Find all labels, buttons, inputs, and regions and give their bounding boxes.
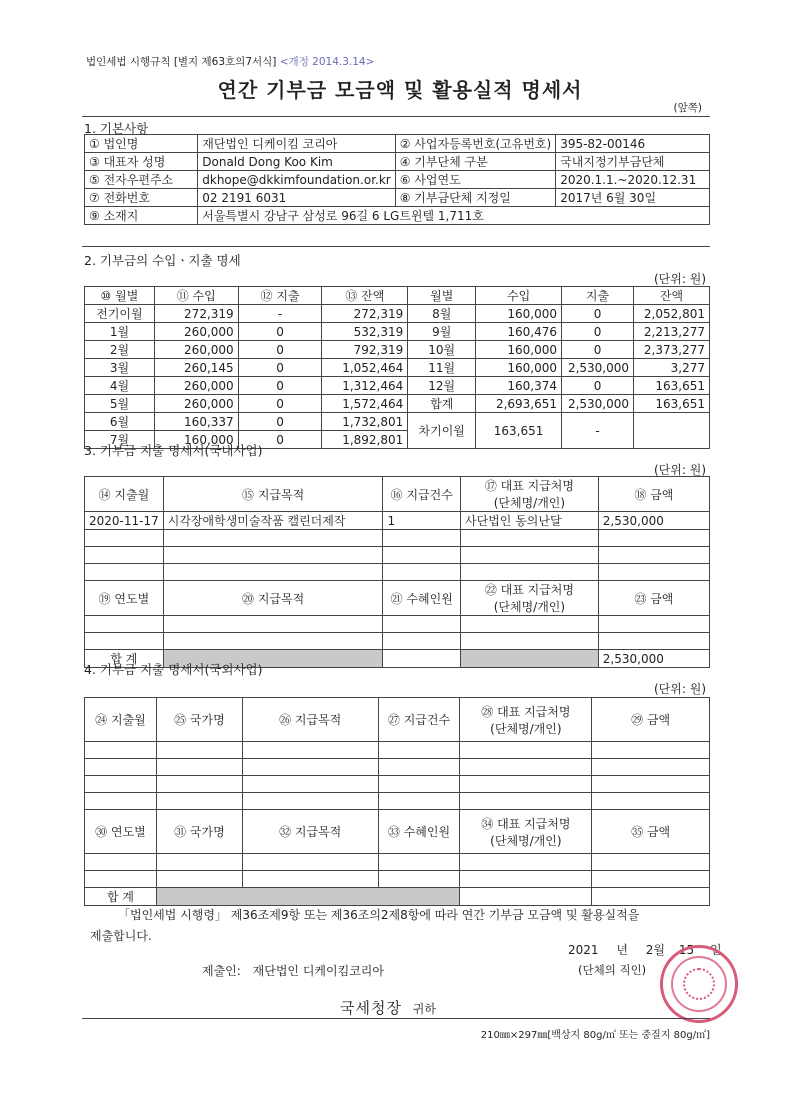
recipient-label: ㉞ 대표 지급처명 — [481, 816, 571, 831]
column-header: ⑩ 월별 — [85, 287, 155, 305]
column-header: 잔액 — [634, 287, 710, 305]
col-expense-month: ㉔ 지출월 — [85, 698, 157, 742]
cell: 1,052,464 — [322, 359, 408, 377]
cell: 합계 — [408, 395, 476, 413]
column-header: ⑫ 지출 — [238, 287, 322, 305]
column-header: 월별 — [408, 287, 476, 305]
cell: 272,319 — [154, 305, 238, 323]
cell: 0 — [562, 323, 634, 341]
table-row — [85, 323, 710, 341]
carry-cell: 163,651 — [476, 413, 562, 449]
expense-recipient: 사단법인 동의난달 — [461, 512, 599, 530]
cell: 8월 — [408, 305, 476, 323]
recipient-block — [340, 997, 436, 1018]
cell: 3월 — [85, 359, 155, 377]
col-purpose: ㉜ 지급목적 — [242, 810, 378, 854]
cell: 272,319 — [322, 305, 408, 323]
col-beneficiaries: ㉝ 수혜인원 — [378, 810, 460, 854]
carry-cell: 차기이월 — [408, 413, 476, 449]
cell: 2,530,000 — [562, 359, 634, 377]
seal-note: (단체의 직인) — [578, 963, 647, 977]
cell: - — [238, 305, 322, 323]
honorific: 귀하 — [412, 1002, 436, 1016]
date-year-unit: 년 — [616, 943, 628, 957]
cell: 0 — [238, 359, 322, 377]
col-count: ⑯ 지급건수 — [383, 477, 461, 512]
field-value: 재단법인 디케이킴 코리아 — [198, 135, 395, 153]
recipient-sublabel: (단체명/개인) — [490, 833, 562, 848]
date-day-unit: 일 — [709, 943, 722, 957]
basic-info-row — [85, 135, 710, 153]
total-label: 합 계 — [85, 650, 164, 668]
cell: 12월 — [408, 377, 476, 395]
col-purpose: ⑳ 지급목적 — [163, 581, 383, 616]
cell: 1월 — [85, 323, 155, 341]
field-label: ④ 기부단체 구분 — [395, 153, 555, 171]
expense-amount: 2,530,000 — [598, 512, 709, 530]
cell: 4월 — [85, 377, 155, 395]
section2-title: 2. 기부금의 수입ㆍ지출 명세 — [84, 253, 241, 268]
cell: 0 — [238, 323, 322, 341]
total-amount: 2,530,000 — [598, 650, 709, 668]
domestic-expense-table — [84, 476, 710, 668]
cell: 163,651 — [634, 395, 710, 413]
col-recipient — [460, 698, 592, 742]
col-purpose: ⑮ 지급목적 — [163, 477, 383, 512]
divider — [82, 1018, 710, 1019]
organization-seal-stamp — [660, 945, 738, 1023]
basic-info-row — [85, 153, 710, 171]
col-beneficiaries: ㉑ 수혜인원 — [383, 581, 461, 616]
col-amount: ㉟ 금액 — [592, 810, 710, 854]
recipient-label: ㉘ 대표 지급처명 — [481, 704, 571, 719]
cell: 0 — [238, 413, 322, 431]
cell: 0 — [562, 341, 634, 359]
cell: 5월 — [85, 395, 155, 413]
cell: 260,000 — [154, 377, 238, 395]
section3-unit: (단위: 원) — [654, 463, 706, 477]
cell: 7월 — [85, 431, 155, 449]
field-label: ⑥ 사업연도 — [395, 171, 555, 189]
table-row — [85, 395, 710, 413]
date-month: 2월 — [645, 943, 666, 957]
col-country: ㉕ 국가명 — [156, 698, 242, 742]
field-value: 2017년 6월 30일 — [556, 189, 710, 207]
cell: 0 — [238, 395, 322, 413]
table-header-row — [85, 287, 710, 305]
section4-title: 4. 기부금 지출 명세서(국외사업) — [84, 662, 263, 677]
field-value: 2020.1.1.~2020.12.31 — [556, 171, 710, 189]
cell: 2,693,651 — [476, 395, 562, 413]
cell: 160,337 — [154, 413, 238, 431]
field-label: ⑤ 전자우편주소 — [85, 171, 198, 189]
table-row — [85, 305, 710, 323]
divider — [82, 246, 710, 247]
statement — [90, 906, 718, 944]
address-label: ⑨ 소재지 — [85, 207, 198, 225]
field-value: 395-82-00146 — [556, 135, 710, 153]
expense-month: 2020-11-17 — [85, 512, 164, 530]
field-value: dkhope@dkkimfoundation.or.kr — [198, 171, 395, 189]
rule-reference: 법인세법 시행규칙 [별지 제63호의7서식] — [86, 56, 277, 68]
cell: 전기이월 — [85, 305, 155, 323]
column-header: 수입 — [476, 287, 562, 305]
cell: 0 — [238, 431, 322, 449]
basic-info-row — [85, 189, 710, 207]
cell: 260,000 — [154, 323, 238, 341]
column-header: ⑬ 잔액 — [322, 287, 408, 305]
submitter-name: 재단법인 디케이킴코리아 — [252, 964, 384, 978]
cell: 792,319 — [322, 341, 408, 359]
recipient-sublabel: (단체명/개인) — [493, 600, 566, 614]
cell: 1,572,464 — [322, 395, 408, 413]
cell: 1,312,464 — [322, 377, 408, 395]
front-page-label: (앞쪽) — [673, 102, 702, 114]
cell: 2월 — [85, 341, 155, 359]
field-label: ⑦ 전화번호 — [85, 189, 198, 207]
table-row — [85, 377, 710, 395]
revision-date: <개정 2014.3.14> — [279, 56, 375, 68]
table-row — [85, 341, 710, 359]
overseas-expense-table — [84, 697, 710, 906]
cell: 260,145 — [154, 359, 238, 377]
column-header: ⑪ 수입 — [154, 287, 238, 305]
cell: 160,476 — [476, 323, 562, 341]
date-year: 2021 — [568, 943, 599, 957]
expense-count: 1 — [383, 512, 461, 530]
cell: 260,000 — [154, 395, 238, 413]
cell: 260,000 — [154, 341, 238, 359]
recipient-label: ⑰ 대표 지급처명 — [484, 479, 574, 493]
address-value: 서울특별시 강남구 삼성로 96길 6 LG트윈텔 1,711호 — [198, 207, 710, 225]
statement-line1: 「법인세법 시행령」 제36조제9항 또는 제36조의2제8항에 따라 연간 기부금 모금액 및 활용실적을 — [118, 908, 640, 922]
recipient-label: ㉒ 대표 지급처명 — [484, 583, 574, 597]
cell: 1,732,801 — [322, 413, 408, 431]
recipient-office: 국세청장 — [340, 999, 402, 1017]
statement-line2: 제출합니다. — [90, 929, 152, 943]
cell: 160,000 — [154, 431, 238, 449]
table-row — [85, 413, 710, 431]
section1-title: 1. 기본사항 — [84, 121, 149, 136]
section3-title: 3. 기부금 지출 명세서(국내사업) — [84, 443, 263, 458]
basic-info-table — [84, 134, 710, 225]
section2-unit: (단위: 원) — [654, 272, 706, 286]
total-label: 합 계 — [85, 888, 157, 906]
col-amount: ⑱ 금액 — [598, 477, 709, 512]
recipient-sublabel: (단체명/개인) — [490, 721, 562, 736]
submitter — [202, 962, 384, 979]
field-label: ① 법인명 — [85, 135, 198, 153]
col-recipient — [461, 581, 599, 616]
cell: 0 — [562, 305, 634, 323]
col-expense-month: ⑭ 지출월 — [85, 477, 164, 512]
field-label: ③ 대표자 성명 — [85, 153, 198, 171]
cell: 163,651 — [634, 377, 710, 395]
col-amount: ㉓ 금액 — [598, 581, 709, 616]
field-label: ② 사업자등록번호(고유번호) — [395, 135, 555, 153]
field-value: Donald Dong Koo Kim — [198, 153, 395, 171]
cell: 160,000 — [476, 341, 562, 359]
paper-spec: 210㎜×297㎜[백상지 80g/㎡ 또는 중질지 80g/㎡] — [480, 1030, 710, 1041]
col-country: ㉛ 국가명 — [156, 810, 242, 854]
cell: 0 — [562, 377, 634, 395]
cell: 1,892,801 — [322, 431, 408, 449]
submitter-label: 제출인: — [202, 964, 241, 978]
field-value: 02 2191 6031 — [198, 189, 395, 207]
recipient-sublabel: (단체명/개인) — [493, 496, 566, 510]
col-year: ㉚ 연도별 — [85, 810, 157, 854]
cell: 2,052,801 — [634, 305, 710, 323]
col-count: ㉗ 지급건수 — [378, 698, 460, 742]
cell: 9월 — [408, 323, 476, 341]
cell: 160,374 — [476, 377, 562, 395]
cell: 2,213,277 — [634, 323, 710, 341]
col-recipient — [461, 477, 599, 512]
cell: 0 — [238, 377, 322, 395]
cell: 532,319 — [322, 323, 408, 341]
cell: 2,530,000 — [562, 395, 634, 413]
expense-purpose: 시각장애학생미술작품 캘린더제작 — [163, 512, 383, 530]
col-purpose: ㉖ 지급목적 — [242, 698, 378, 742]
cell: 0 — [238, 341, 322, 359]
document-title: 연간 기부금 모금액 및 활용실적 명세서 — [217, 78, 583, 102]
cell: 160,000 — [476, 305, 562, 323]
table-row — [85, 359, 710, 377]
col-amount: ㉙ 금액 — [592, 698, 710, 742]
section4-unit: (단위: 원) — [654, 682, 706, 696]
basic-info-row — [85, 171, 710, 189]
cell: 160,000 — [476, 359, 562, 377]
cell: 6월 — [85, 413, 155, 431]
column-header: 지출 — [562, 287, 634, 305]
cell: 10월 — [408, 341, 476, 359]
col-year: ⑲ 연도별 — [85, 581, 164, 616]
form-reference — [86, 54, 374, 69]
carry-cell: - — [562, 413, 634, 449]
income-expense-table — [84, 286, 710, 449]
field-value: 국내지정기부금단체 — [556, 153, 710, 171]
cell: 11월 — [408, 359, 476, 377]
field-label: ⑧ 기부금단체 지정일 — [395, 189, 555, 207]
cell: 3,277 — [634, 359, 710, 377]
col-recipient — [460, 810, 592, 854]
date-day: 15 — [678, 943, 695, 957]
divider — [82, 116, 710, 117]
cell: 2,373,277 — [634, 341, 710, 359]
